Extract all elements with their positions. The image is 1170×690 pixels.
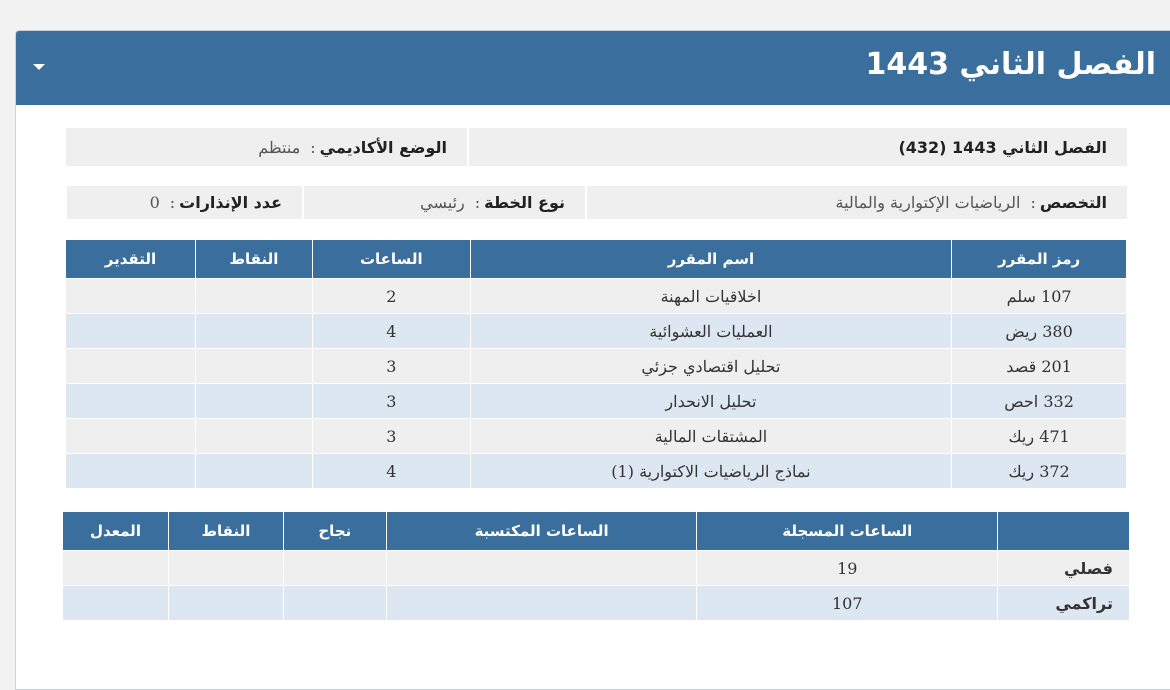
col-summary-points[interactable]: النقاط: [168, 512, 283, 551]
course-hours: 3: [312, 384, 470, 419]
academic-status-sep: :: [310, 137, 316, 157]
registered-hours: 107: [697, 586, 998, 621]
warnings-cell: [67, 186, 302, 219]
info-row-2: [67, 186, 1127, 219]
panel-title: الفصل الثاني 1443: [865, 47, 1156, 82]
course-name: العمليات العشوائية: [470, 314, 951, 349]
gpa: [63, 551, 169, 586]
table-row: [63, 586, 1130, 621]
academic-status-cell: [66, 128, 467, 166]
course-grade: [66, 279, 196, 314]
course-name: اخلاقيات المهنة: [470, 279, 951, 314]
info-row-1: [66, 128, 1127, 166]
course-code: 201 قصد: [952, 349, 1127, 384]
summary-header-row: [63, 512, 1130, 551]
course-grade: [66, 384, 196, 419]
col-grade[interactable]: التقدير: [66, 240, 196, 279]
warnings-label: عدد الإنذارات: [179, 193, 282, 212]
table-row: [66, 349, 1127, 384]
table-row: [66, 419, 1127, 454]
course-grade: [66, 419, 196, 454]
course-grade: [66, 454, 196, 489]
course-code: 380 ريض: [952, 314, 1127, 349]
warnings-sep: :: [169, 193, 176, 212]
course-name: تحليل الانحدار: [470, 384, 951, 419]
course-hours: 3: [312, 349, 470, 384]
course-points: [195, 419, 312, 454]
col-points[interactable]: النقاط: [195, 240, 312, 279]
course-points: [195, 454, 312, 489]
col-blank: [998, 512, 1130, 551]
academic-status-value: منتظم: [258, 137, 301, 157]
pass: [283, 551, 386, 586]
table-row: [66, 314, 1127, 349]
table-row: [66, 454, 1127, 489]
courses-table: [65, 239, 1127, 489]
col-gpa[interactable]: المعدل: [63, 512, 169, 551]
course-points: [195, 279, 312, 314]
plan-label: نوع الخطة: [484, 193, 565, 212]
col-hours[interactable]: الساعات: [312, 240, 470, 279]
warnings-value: 0: [149, 193, 160, 212]
course-code: 471 ريك: [952, 419, 1127, 454]
major-sep: :: [1030, 193, 1036, 212]
summary-points: [168, 586, 283, 621]
row-label: فصلي: [998, 551, 1130, 586]
course-grade: [66, 314, 196, 349]
table-row: [63, 551, 1130, 586]
semester-info-cell: [469, 128, 1127, 166]
course-code: 107 سلم: [952, 279, 1127, 314]
col-pass[interactable]: نجاح: [283, 512, 386, 551]
course-hours: 4: [312, 314, 470, 349]
course-code: 332 احص: [952, 384, 1127, 419]
registered-hours: 19: [697, 551, 998, 586]
plan-sep: :: [474, 193, 481, 212]
course-grade: [66, 349, 196, 384]
row-label: تراكمي: [998, 586, 1130, 621]
earned-hours: [386, 551, 697, 586]
earned-hours: [386, 586, 697, 621]
major-value: الرياضيات الإكتوارية والمالية: [835, 193, 1021, 212]
course-code: 372 ريك: [952, 454, 1127, 489]
plan-value: رئيسي: [420, 193, 465, 212]
course-points: [195, 314, 312, 349]
plan-cell: [304, 186, 585, 219]
col-course-code[interactable]: رمز المقرر: [952, 240, 1127, 279]
collapse-caret-icon[interactable]: [33, 64, 45, 70]
major-label: التخصص: [1039, 193, 1107, 212]
course-name: المشتقات المالية: [470, 419, 951, 454]
summary-points: [168, 551, 283, 586]
course-points: [195, 349, 312, 384]
academic-status-label: الوضع الأكاديمي: [319, 137, 447, 157]
course-name: نماذج الرياضيات الاكتوارية (1): [470, 454, 951, 489]
pass: [283, 586, 386, 621]
col-registered-hours[interactable]: الساعات المسجلة: [697, 512, 998, 551]
course-hours: 3: [312, 419, 470, 454]
course-name: تحليل اقتصادي جزئي: [470, 349, 951, 384]
panel-header[interactable]: [16, 31, 1170, 105]
gpa: [63, 586, 169, 621]
col-earned-hours[interactable]: الساعات المكتسبة: [386, 512, 697, 551]
summary-table: [62, 511, 1130, 621]
courses-header-row: [66, 240, 1127, 279]
table-row: [66, 279, 1127, 314]
course-points: [195, 384, 312, 419]
table-row: [66, 384, 1127, 419]
course-hours: 2: [312, 279, 470, 314]
semester-full: الفصل الثاني 1443 (432): [898, 137, 1107, 157]
major-cell: [587, 186, 1127, 219]
col-course-name[interactable]: اسم المقرر: [470, 240, 951, 279]
course-hours: 4: [312, 454, 470, 489]
